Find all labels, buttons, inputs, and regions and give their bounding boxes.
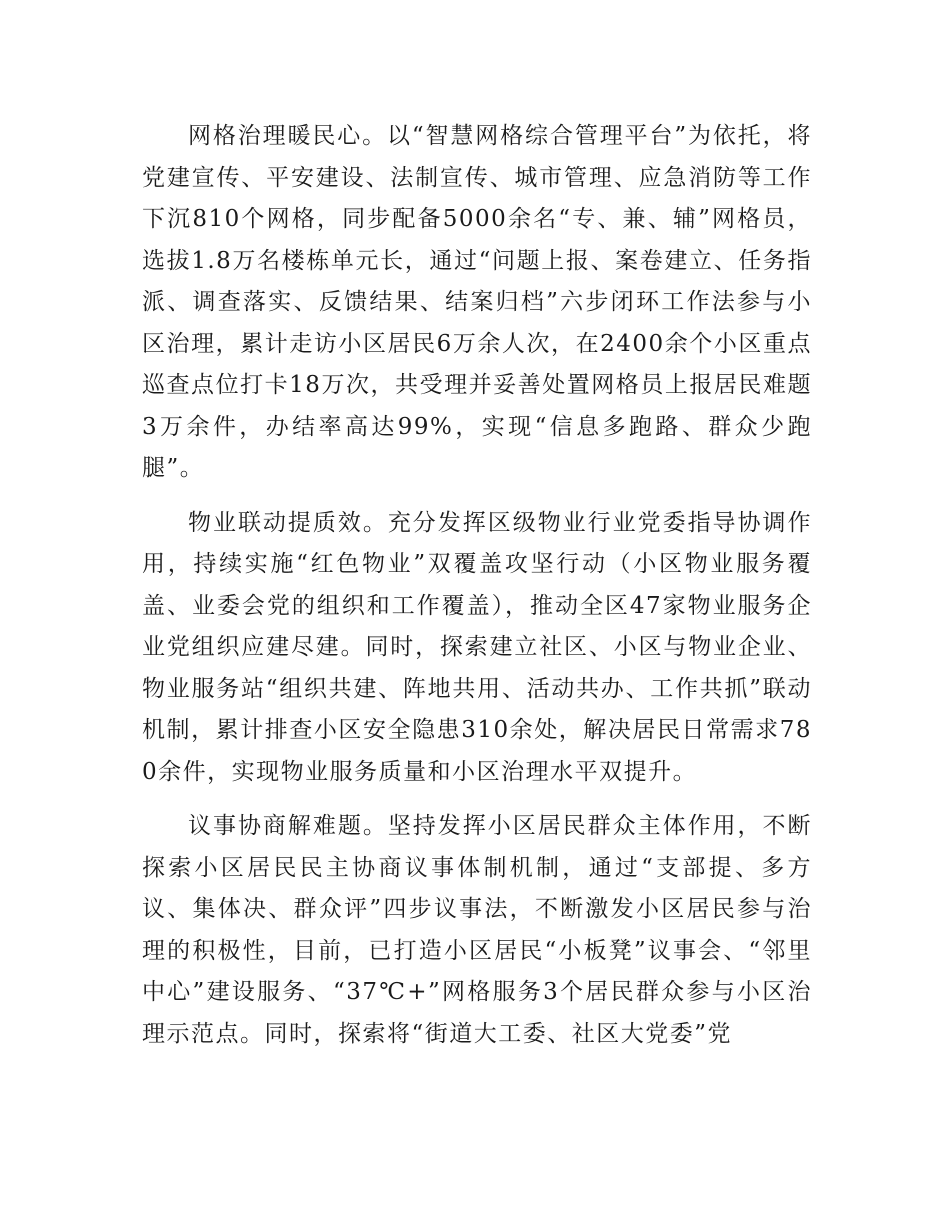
paragraph-grid-governance: 网格治理暖民心。以“智慧网格综合管理平台”为依托，将党建宣传、平安建设、法制宣传、城市管理、应急消防等工作下沉810个网格，同步配备5000余名“专、兼、辅”网格员，选拔1.8万名楼栋单元长，通过“问题上报、案卷建立、任务指派、调查落实、反馈结果、结案归档”六步闭环工作法参与小区治理，累计走访小区居民6万余人次，在2400余个小区重点巡查点位打卡18万次，共受理并妥善处置网格员上报居民难题3万余件，办结率高达99%，实现“信息多跑路、群众少跑腿”。 bbox=[142, 123, 812, 481]
paragraph-consultation: 议事协商解难题。坚持发挥小区居民群众主体作用，不断探索小区居民民主协商议事体制机制，通过“支部提、多方议、集体决、群众评”四步议事法，不断激发小区居民参与治理的积极性，目前，已打造小区居民“小板凳”议事会、“邻里中心”建设服务、“37℃+”网格服务3个居民群众参与小区治理示范点。同时，探索将“街道大工委、社区大党委”党 bbox=[142, 813, 812, 1047]
document-body bbox=[142, 116, 812, 1068]
paragraph-property-linkage: 物业联动提质效。充分发挥区级物业行业党委指导协调作用，持续实施“红色物业”双覆盖攻坚行动（小区物业服务覆盖、业委会党的组织和工作覆盖），推动全区47家物业服务企业党组织应建尽建。同时，探索建立社区、小区与物业企业、物业服务站“组织共建、阵地共用、活动共办、工作共抓”联动机制，累计排查小区安全隐患310余处，解决居民日常需求780余件，实现物业服务质量和小区治理水平双提升。 bbox=[142, 509, 812, 785]
